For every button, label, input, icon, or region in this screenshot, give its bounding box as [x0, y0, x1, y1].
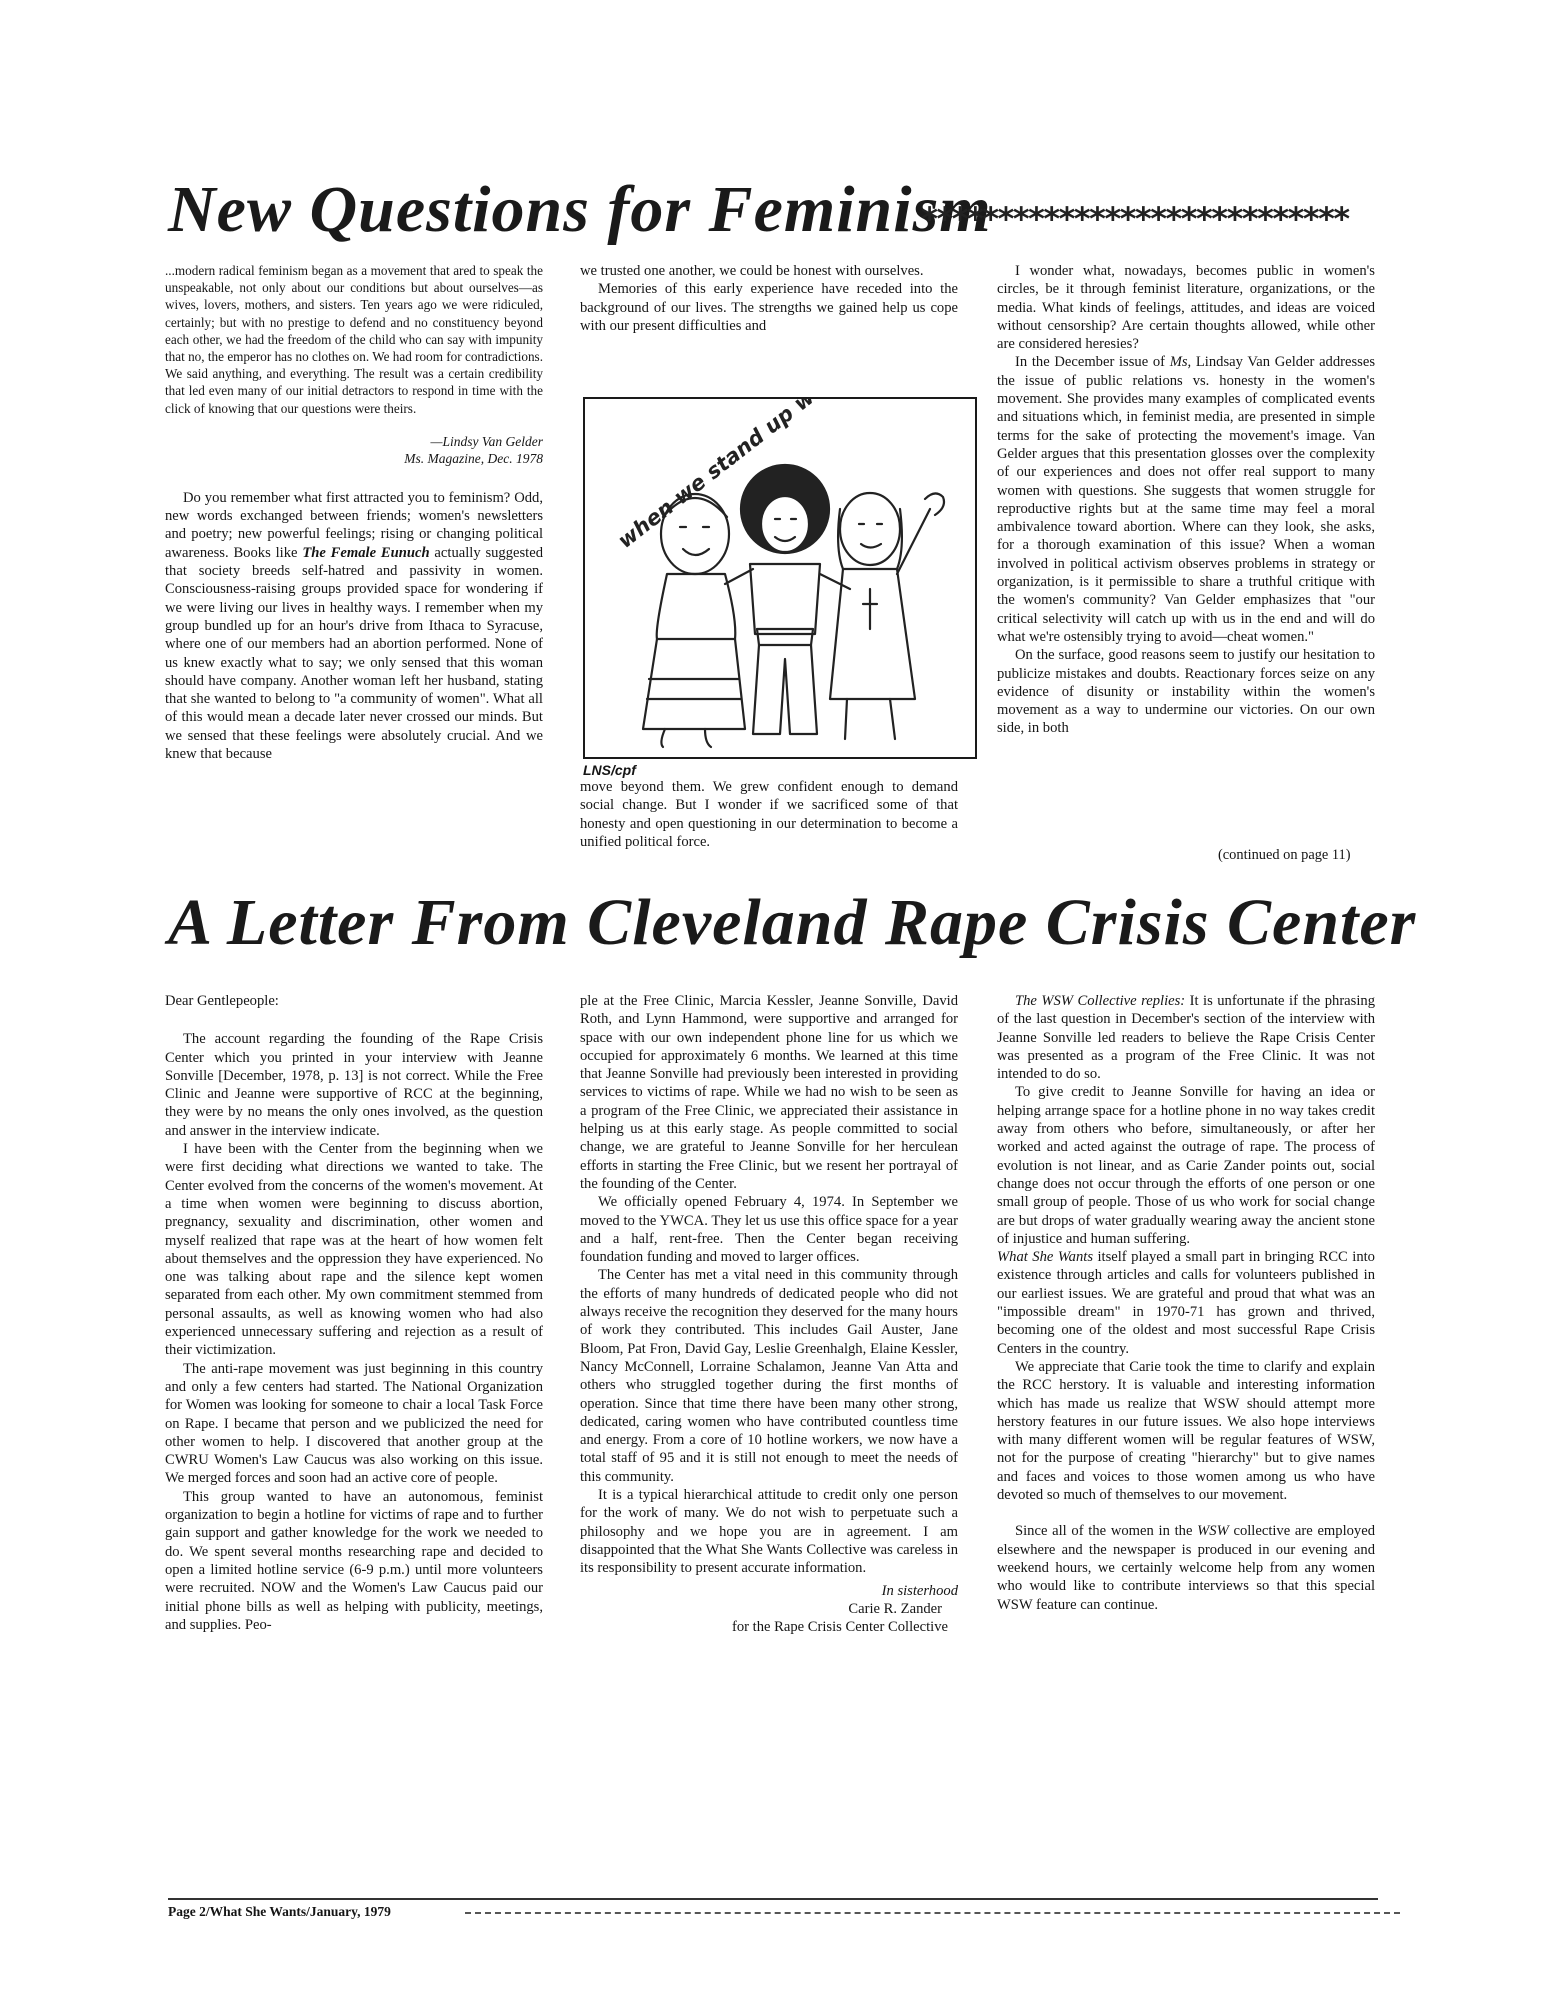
article1-column-3 [997, 262, 1375, 738]
continued-note: (continued on page 11) [1218, 847, 1351, 863]
text-run: actually suggested that society breeds self-hatred and passivity in women. Consciousness-raising groups provided space for wondering if we were living our lives in healthy ways. I remember when my group bundled up for an hour's drive from Ithaca to Syracuse, where one of our members had an abortion performed. None of us knew exactly what to say; we only sensed that this woman should have company. Another woman left her husband, stating that she wanted to belong to "a community of women". What all of this would mean a decade later never crossed our minds. But we sensed that these feelings were absolutely crucial. And we knew that because [165, 544, 544, 762]
article1-paragraph: I wonder what, nowadays, becomes public in women's circles, be it through feminist literature, organizations, or the media. What kinds of feelings, attitudes, and ideas are voiced without censorship? Are certain thoughts allowed, while other are considered heresies? [997, 263, 1375, 353]
article1-paragraph [997, 353, 1375, 646]
salutation: Dear Gentlepeople: [165, 993, 279, 1009]
headline-star-rule: **************************** [920, 200, 1348, 238]
headline-letter: A Letter From Cleveland Rape Crisis Center [168, 886, 1417, 959]
article1-paragraph: Memories of this early experience have receded into the background of our lives. The strengths we gained help us cope with our present difficulties and [580, 281, 958, 334]
book-title: The Female Eunuch [302, 544, 430, 561]
text-run: Since all of the women in the [1015, 1523, 1198, 1540]
epigraph-attribution [165, 433, 543, 467]
article2-paragraph: The Center has met a vital need in this community through the efforts of many hundreds of dedicated people who did not always receive the recognition they deserved for the many hours of work they contributed. This includes Gail Auster, Jane Bloom, Pat Fron, David Gay, Leslie Greenhalgh, Elaine Kessler, Nancy McConnell, Lorraine Schalamon, Jeanne Van Atta and others who struggled together during the first months of operation. Since that time there have been many other strong, dedicated, caring women who have contributed countless time and energy. From a core of 10 hotline workers, we now have a total staff of 95 and it is still not enough to meet the needs of this community. [580, 1267, 958, 1485]
page-footer: Page 2/What She Wants/January, 1979 [168, 1904, 391, 1919]
attribution-source: Ms. Magazine, Dec. 1978 [404, 450, 543, 466]
footer-dashed-line [465, 1912, 1400, 1914]
text-run: itself played a small part in bringing RCC into existence through articles and calls for volunteers published in our earliest issues. We are grateful and proud that what was an "impossible dream" in 1970-71 has grown and thrived, becoming one of the oldest and most successful Rape Crisis Centers in the country. [997, 1249, 1375, 1357]
reply-label: The WSW Collective replies: [1015, 993, 1186, 1009]
text-run: Do you remember what first attracted you to feminism? Odd, new words exchanged between friends; women's newsletters and poetry; new powerful feelings; rising or changing political awareness. Books like [165, 489, 543, 561]
text-run: It is unfortunate if the phrasing of the last question in December's section of the interview with Jeanne Sonville led readers to believe the Rape Crisis Center was presented as a program of the Free Clinic. It was not intended to do so. [997, 993, 1375, 1083]
letter-signer: Carie R. Zander [848, 1600, 942, 1617]
article1-column-2-continued [580, 778, 958, 851]
article2-paragraph: I have been with the Center from the beginning when we were first deciding what directions we wanted to take. The Center evolved from the concerns of the women's movement. At a time when women were beginning to discuss abortion, pregnancy, sexuality and discrimination, other women and myself realized that rape was at the heart of how women felt about themselves and the oppression they have experienced. No one was talking about rape and the silence kept women separated from each other. My own commitment stemmed from personal assaults, as well as knowing women who had also experienced unnecessary suffering and rejection as a result of their victimization. [165, 1141, 543, 1359]
text-run: In the December issue of [1015, 354, 1170, 371]
text-run: collective are employed elsewhere and the newspaper is produced in our evening and weekend hours, we certainly welcome help from any women who would like to contribute interviews so that this special WSW feature can continue. [997, 1523, 1375, 1613]
reply-paragraph: To give credit to Jeanne Sonville for having an idea or helping arrange space for a hotline phone in no way takes credit away from others who before, simultaneously, or after her worked and acted against the outrage of rape. The process of evolution is not linear, and as Carie Zander points out, social change does not occur through the efforts of one person or one small group of people. Those of us who work for social change are but drops of water gradually wearing away the ancient stone of injustice and human suffering. [997, 1084, 1375, 1247]
letter-signer-org: for the Rape Crisis Center Collective [731, 1619, 948, 1636]
collective-name: WSW [1197, 1523, 1229, 1540]
article1-column-2 [580, 262, 958, 335]
article1-paragraph: move beyond them. We grew confident enough to demand social change. But I wonder if we sacrificed some of that honesty and open questioning in our determination to become a unified political force. [580, 779, 958, 850]
headline-new-questions: New Questions for Feminism [168, 173, 992, 246]
magazine-name: Ms, [1169, 354, 1192, 371]
cartoon-illustration [583, 397, 977, 759]
cartoon-credit: LNS/cpf [583, 762, 636, 778]
article2-column-1 [165, 992, 543, 1634]
attribution-name: —Lindsy Van Gelder [430, 433, 543, 449]
article1-paragraph: we trusted one another, we could be honest with ourselves. [580, 263, 924, 279]
reply-paragraph [997, 1248, 1375, 1358]
article2-paragraph: This group wanted to have an autonomous, feminist organization to begin a hotline for victims of rape and to further gain support and gather knowledge for the work we needed to do. We spent several months researching rape and decided to open a limited hotline service (6-9 p.m.) until more volunteers were recruited. NOW and the Women's Law Caucus paid our initial phone bills as well as helping with publicity, meetings, and supplies. Peo- [165, 1488, 543, 1633]
article2-paragraph: We officially opened February 4, 1974. In September we moved to the YWCA. They let us use this office space for a year and a half, rent-free. Then the Center began receiving foundation funding and moved to larger offices. [580, 1194, 958, 1266]
article1-paragraph [165, 489, 543, 763]
article2-column-2 [580, 992, 958, 1636]
article2-paragraph: The account regarding the founding of the Rape Crisis Center which you printed in your interview with Jeanne Sonville [December, 1978, p. 13] is not correct. While the Free Clinic and Jeanne were supportive of RCC at the beginning, they were by no means the only ones involved, as the question and answer in the interview indicate. [165, 1031, 543, 1139]
reply-paragraph [997, 1522, 1375, 1613]
publication-name: What She Wants [997, 1249, 1093, 1266]
article2-paragraph: It is a typical hierarchical attitude to credit only one person for the work of many. We do not wish to perpetuate such a philosophy and we hope you are in agreement. I am disappointed that the What She Wants Collective was careless in its responsibility to present accurate information. [580, 1487, 958, 1577]
letter-closing: In sisterhood [881, 1582, 958, 1599]
epigraph [165, 262, 543, 417]
article1-paragraph: On the surface, good reasons seem to justify our hesitation to publicize mistakes and doubts. Reactionary forces seize on any evidence of disunity or instability within the women's movement as a way to undermine our victories. On our own side, in both [997, 647, 1375, 737]
reply-paragraph [997, 992, 1375, 1083]
epigraph-text: ...modern radical feminism began as a movement that ared to speak the unspeakable, not only about our conditions but about ourselves—as wives, lovers, mothers, and sisters. Ten years ago we were ridiculed, certainly; but with no prestige to defend and no constituency beyond each other, we had the freedom of the child who can say with impunity that no, the emperor has no clothes on. We had room for contradictions. We said anything, and everything. The result was a certain credibility that led even many of our initial detractors to respond in time with the click of knowing that our questions were theirs. [165, 263, 543, 416]
reply-paragraph: We appreciate that Carie took the time to clarify and explain the RCC herstory. It is valuable and interesting information which has made us realize that WSW should attempt more herstory features in our future issues. We also hope interviews with many different women will be regular features of WSW, not for the purpose of creating "hierarchy" but to give names and faces and voices to those women among us who have devoted so much of themselves to our movement. [997, 1358, 1375, 1504]
footer-rule [168, 1898, 1378, 1900]
cartoon-drawing [585, 399, 975, 757]
article2-column-3 [997, 992, 1375, 1614]
article2-paragraph: ple at the Free Clinic, Marcia Kessler, Jeanne Sonville, David Roth, and Lynn Hammond, were supportive and arranged for space with our own independent phone line for us which we occupied for approximately 6 months. We learned at this time that Jeanne Sonville had previously been interested in providing services to victims of rape. While we had no wish to be seen as a program of the Free Clinic, we appreciated their assistance in helping us at this early stage. As people committed to social change, we are grateful to Jeanne Sonville for her herculean efforts in starting the Free Clinic, but we resent her portrayal of the founding of the Center. [580, 993, 958, 1192]
article1-column-1 [165, 262, 543, 763]
text-run: Lindsay Van Gelder addresses the issue of public relations vs. honesty in the women's movement. She provides many examples of complicated events and situations which, in feminist media, are presented in simple terms for the sake of protecting the movement's image. Van Gelder argues that this presentation glosses over the complexity of our experiences and does not offer real support to many women with questions. She suggests that women struggle for reproductive rights but at the same time may feel a moral ambivalence toward abortion. Where can they look, she asks, for a thorough examination of this issue? When a woman involved in political activism observes problems in strategy or organization, is it permissible to share a truthful critique with the women's community? Van Gelder emphasizes that "our critical selectivity will catch up with us in the end and will do what we're ostensibly trying to avoid—cheat women." [997, 354, 1376, 645]
article2-paragraph: The anti-rape movement was just beginning in this country and only a few centers had started. The National Organization for Women was looking for someone to chair a local Task Force on Rape. I became that person and we publicized the need for other women to help. I discovered that another group at the CWRU Women's Law Caucus was also working on this issue. We merged forces and soon had an active core of people. [165, 1360, 543, 1487]
